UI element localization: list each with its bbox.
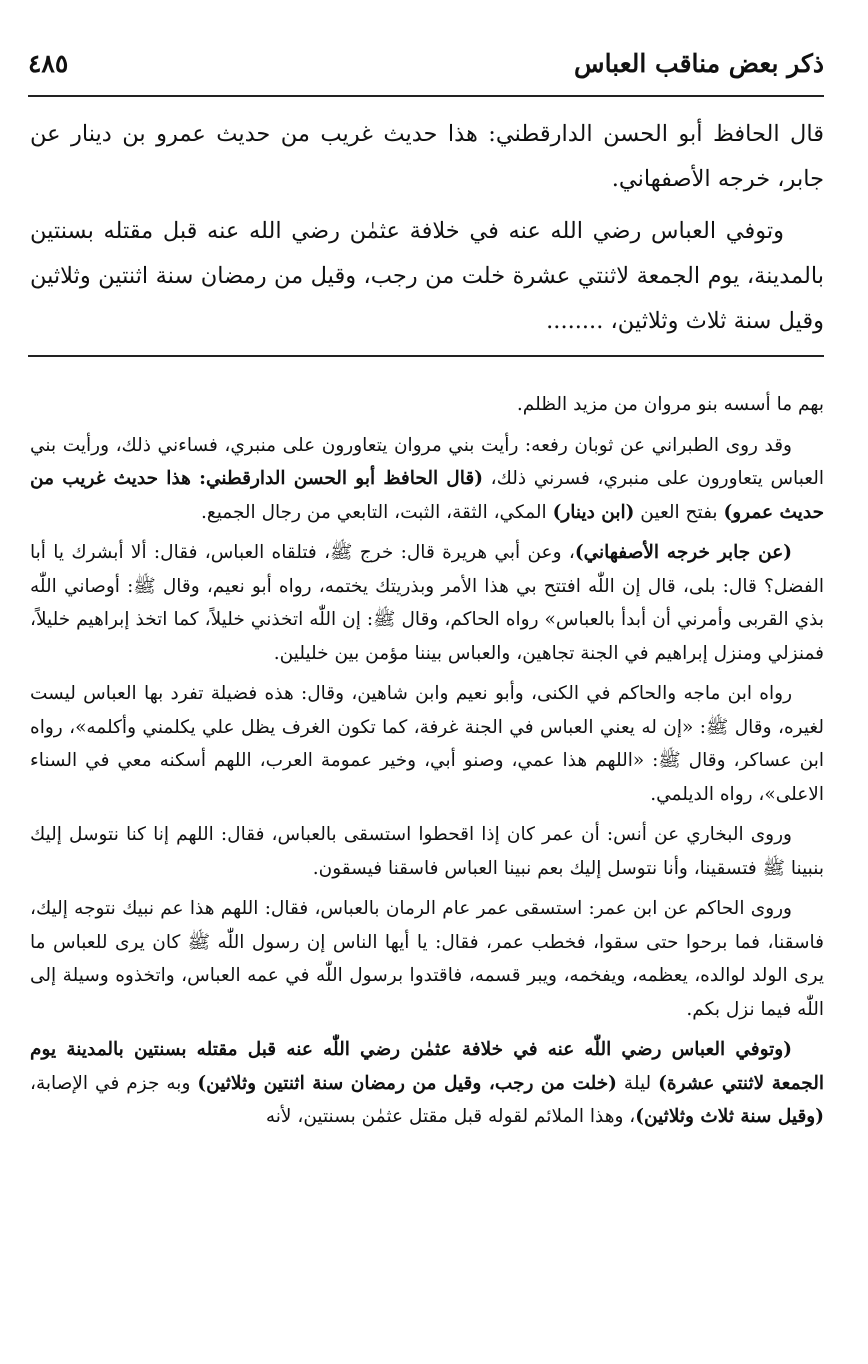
chapter-title: ذكر بعض مناقب العباس [574, 48, 824, 78]
commentary-paragraph-2 [30, 429, 824, 530]
main-text [30, 112, 824, 351]
quoted-main-text: (عن جابر خرجه الأصفهاني) [574, 542, 792, 563]
commentary-text-span: ، وعن أبي هريرة قال: خرج ﷺ، فتلقاه العباس، فقال: ألا أبشرك يا أبا الفضل؟ قال: بلى، قال إن اللّٰه افتتح بي هذا الأمر وبذريتك يختمه، رواه أبو نعيم، وقال ﷺ: أوصاني اللّٰه بذي القربى وأمرني أن أبدأ بالعباس» رواه الحاكم، وقال ﷺ: إن اللّٰه اتخذني خليلاً، كما اتخذ إبراهيم خليلاً، فمنزلي ومنزل إبراهيم في الجنة تجاهين، والعباس بيننا مؤمن بين خليلين. [30, 542, 824, 664]
quoted-main-text: (وتوفي العباس رضي اللّٰه عنه في خلافة عثمٰن رضي اللّٰه عنه قبل مقتله بسنتين بالمدينة يوم الجمعة لاثنتي عشرة) [30, 1039, 824, 1094]
header-divider [28, 95, 824, 97]
commentary-paragraph-6: وروى الحاكم عن ابن عمر: استسقى عمر عام الرمان بالعباس، فقال: اللهم هذا عم نبيك نتوجه إليك، فاسقنا، فما برحوا حتى سقوا، فخطب عمر، فقال: يا أيها الناس إن رسول اللّٰه ﷺ كان يرى للعباس ما يرى الولد لوالده، يعظمه، ويفخمه، ويبر قسمه، فاقتدوا برسول اللّٰه في عمه العباس، واتخذوه وسيلة إلى اللّٰه فيما نزل بكم. [30, 898, 824, 1020]
quoted-main-text: (وقيل سنة ثلاث وثلاثين) [635, 1106, 824, 1127]
quoted-main-text: (ابن دينار) [552, 501, 635, 523]
commentary-text-span: المكي، الثقة، الثبت، التابعي من رجال الجميع. [200, 501, 553, 523]
commentary-paragraph-4: رواه ابن ماجه والحاكم في الكنى، وأبو نعيم وابن شاهين، وقال: هذه فضيلة تفرد بها العباس ليست لغيره، وقال ﷺ: «إن له يعني العباس في الجنة غرفة، كما تكون الغرف يظل علي يكلمني وأكلمه»، رواه ابن عساكر، وقال ﷺ: «اللهم هذا عمي، وصنو أبي، وخير عمومة العرب، اللهم أسكنه معي في السناء الاعلى»، رواه الديلمي. [30, 683, 824, 805]
quoted-main-text: (خلت من رجب، وقيل من رمضان سنة اثنتين وثلاثين) [197, 1072, 617, 1094]
commentary-paragraph-1: بهم ما أسسه بنو مروان من مزيد الظلم. [516, 394, 824, 415]
quoted-main-text: (قال الحافظ أبو الحسن الدارقطني: هذا حديث غريب من حديث عمرو) [30, 468, 824, 523]
page-number: ٤٨٥ [28, 48, 69, 78]
commentary-text [30, 388, 824, 1141]
commentary-text-span: ليلة [616, 1072, 659, 1094]
page-header [28, 40, 824, 86]
commentary-divider [28, 355, 824, 357]
commentary-text-span: وبه جزم في الإصابة، [30, 1072, 198, 1094]
commentary-text-span: ، وهذا الملائم لقوله قبل مقتل عثمٰن بسنتين، لأنه [265, 1106, 636, 1127]
commentary-paragraph-3 [30, 536, 824, 670]
commentary-paragraph-7 [30, 1033, 824, 1134]
commentary-paragraph-5: وروى البخاري عن أنس: أن عمر كان إذا اقحطوا استسقى بالعباس، فقال: اللهم إنا كنا نتوسل إليك بنبينا ﷺ فتسقينا، وأنا نتوسل إليك بعم نبينا العباس فاسقنا فيسقون. [30, 824, 824, 879]
commentary-text-span: بفتح العين [634, 501, 724, 523]
main-text-paragraph-1: قال الحافظ أبو الحسن الدارقطني: هذا حديث غريب من حديث عمرو بن دينار عن جابر، خرجه الأصفهاني. [30, 121, 824, 192]
commentary-text-span: وقد روى الطبراني عن ثوبان رفعه: رأيت بني مروان يتعاورون على منبري، فساءني ذلك، ورأيت بني العباس يتعاورون على منبري، فسرني ذلك، [30, 434, 824, 489]
main-text-paragraph-2: وتوفي العباس رضي الله عنه في خلافة عثمٰن رضي الله عنه قبل مقتله بسنتين بالمدينة، يوم الجمعة لاثنتي عشرة خلت من رجب، وقيل من رمضان سنة اثنتين وثلاثين وقيل سنة ثلاث وثلاثين، ........ [30, 218, 824, 334]
